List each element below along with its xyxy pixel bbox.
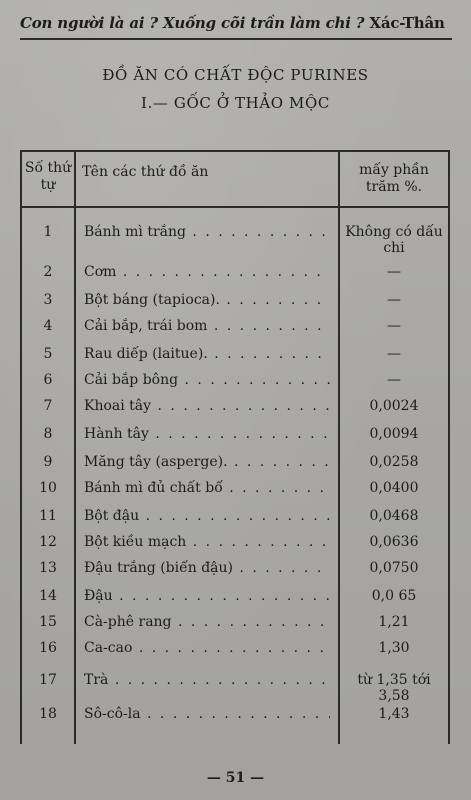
header-divider [22,206,448,208]
page-title: ĐỒ ĂN CÓ CHẤT ĐỘC PURINES [102,66,369,84]
table-row [22,504,448,531]
purine-percentage: Không có dấu chi [345,224,443,256]
food-name: Cà-phê rang . . . [84,614,330,630]
purine-percentage: — [387,264,401,280]
purine-percentage: 0,0 65 [371,588,417,604]
row-number: 11 [39,508,57,524]
purine-percentage: 1,43 [378,706,410,722]
row-number: 10 [39,480,57,496]
table-row [22,668,448,704]
section-subtitle: I.— GỐC Ở THẢO MỘC [141,94,330,112]
row-number: 8 [43,426,53,442]
purine-percentage: 0,0636 [369,534,419,550]
row-number: 3 [43,292,53,308]
food-name: Măng tây (asperge). . . . [84,454,330,470]
running-header [20,14,451,32]
table-row [22,450,448,477]
purine-percentage: 0,0400 [369,480,419,496]
table-row [22,368,448,395]
row-number: 4 [43,318,53,334]
row-number: 15 [39,614,57,630]
food-name: Bột báng (tapioca). . . . [84,292,330,308]
table-row [22,556,448,583]
row-number: 12 [39,534,57,550]
purine-percentage: — [387,372,401,388]
row-number: 9 [43,454,53,470]
purine-percentage: — [387,346,401,362]
purine-percentage: — [387,318,401,334]
food-name: Bánh mì trắng . . . [84,224,330,240]
table-row [22,476,448,503]
food-name: Bánh mì đủ chất bổ . . . [84,480,330,496]
purine-percentage: 1,21 [378,614,410,630]
food-name: Bột kiều mạch . . . [84,534,330,550]
table-row [22,394,448,421]
food-name: Đậu trắng (biển đậu) . . . [84,560,330,576]
row-number: 6 [43,372,53,388]
table-row [22,342,448,369]
food-name: Ca-cao . . . [84,640,330,656]
row-number: 18 [39,706,57,722]
purine-percentage: 0,0258 [369,454,419,470]
table-row [22,636,448,663]
table-row [22,288,448,315]
food-name: Bột đậu . . . [84,508,330,524]
food-name: Hành tây . . . [84,426,330,442]
column-header-name: Tên các thứ đồ ăn [82,164,209,180]
row-number: 7 [43,398,53,414]
food-name: Đậu . . . [84,588,330,604]
row-number: 5 [43,346,53,362]
purine-percentage: 0,0750 [369,560,419,576]
table-row [22,260,448,287]
table-row [22,610,448,637]
purine-percentage: 0,0468 [369,508,419,524]
food-name: Cải bắp bông . . . [84,372,330,388]
running-author: Xác-Thân [369,14,445,32]
table-row [22,702,448,729]
row-number: 13 [39,560,57,576]
food-name: Cải bắp, trái bom . . . [84,318,330,334]
table-row [22,422,448,449]
header-rule [20,38,452,40]
purine-percentage: — [387,292,401,308]
purine-percentage: 0,0094 [369,426,419,442]
column-header-value: mấy phần trăm %. [359,162,429,195]
food-name: Khoai tây . . . [84,398,330,414]
food-name: Rau diếp (laitue). . . . [84,346,330,362]
purines-table [20,150,450,744]
row-number: 2 [43,264,53,280]
food-name: Sô-cô-la . . . [84,706,330,722]
food-name: Trà . . . [84,672,330,688]
purine-percentage: từ 1,35 tới 3,58 [357,672,431,704]
column-header-no: Số thứ tự [24,160,72,193]
food-name: Cơm . . . [84,264,330,280]
row-number: 17 [39,672,57,688]
table-row [22,584,448,611]
table-row [22,220,448,256]
row-number: 1 [43,224,53,240]
row-number: 16 [39,640,57,656]
table-row [22,530,448,557]
table-row [22,314,448,341]
purine-percentage: 1,30 [378,640,410,656]
page-number: — 51 — [206,770,265,786]
purine-percentage: 0,0024 [369,398,419,414]
row-number: 14 [39,588,57,604]
running-title: Con người là ai ? Xuống cõi trần làm chi ? [20,14,365,32]
